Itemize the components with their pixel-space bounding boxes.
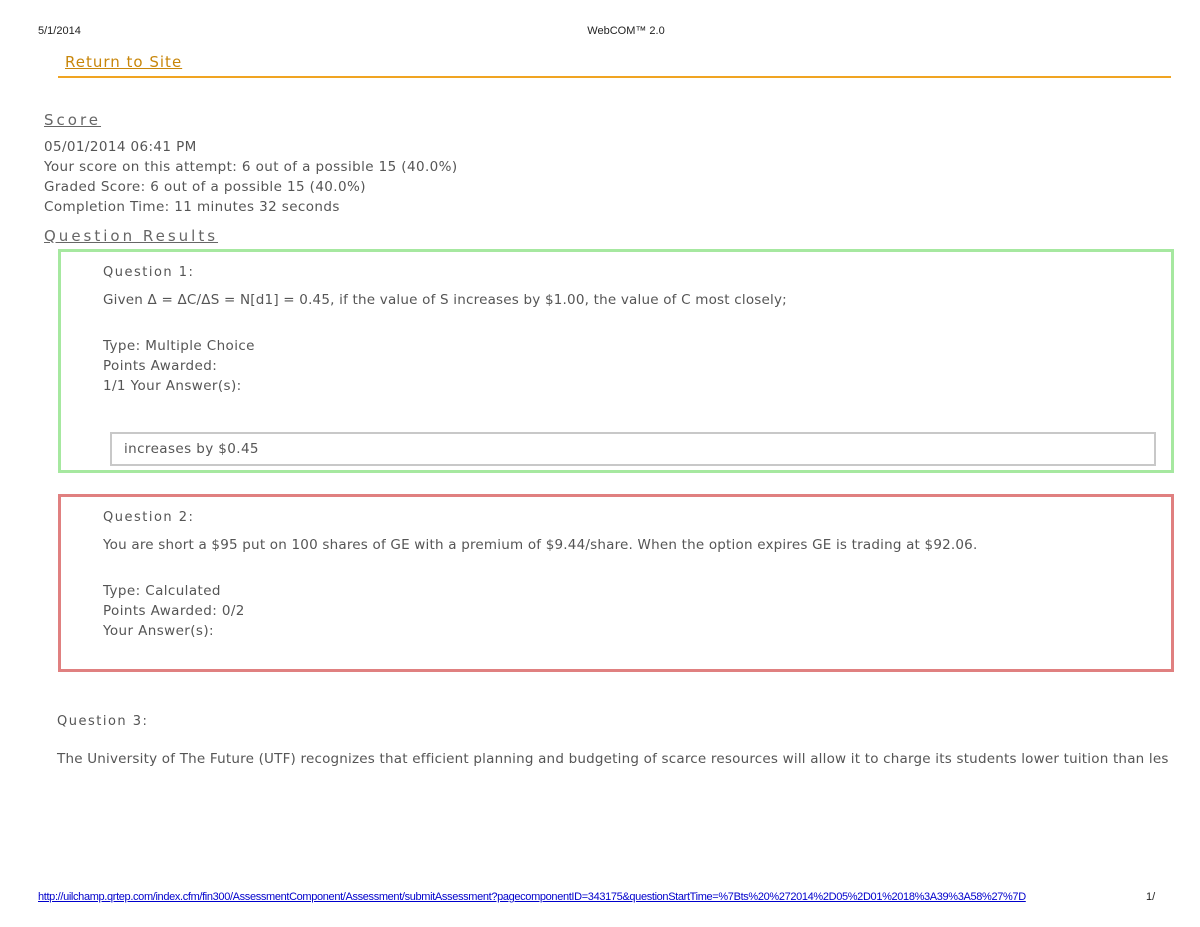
score-heading: Score bbox=[44, 111, 102, 129]
question-2-label: Question 2: bbox=[103, 510, 195, 525]
attempt-score: Your score on this attempt: 6 out of a possible 15 (40.0%) bbox=[44, 159, 458, 175]
question-1-card bbox=[58, 249, 1174, 473]
question-3-clip bbox=[0, 745, 1200, 775]
question-1-answer-label: 1/1 Your Answer(s): bbox=[103, 378, 242, 394]
print-header-date: 5/1/2014 bbox=[38, 25, 81, 37]
question-2-text: You are short a $95 put on 100 shares of GE with a premium of $9.44/share. When the option expires GE is trading at $92.06. bbox=[103, 537, 978, 553]
question-3-label: Question 3: bbox=[57, 714, 149, 729]
score-datetime: 05/01/2014 06:41 PM bbox=[44, 139, 197, 155]
print-header-title: WebCOM™ 2.0 bbox=[587, 25, 665, 37]
question-1-meta bbox=[103, 336, 255, 396]
return-to-site-link[interactable]: Return to Site bbox=[65, 53, 183, 71]
graded-score: Graded Score: 6 out of a possible 15 (40.0%) bbox=[44, 179, 366, 195]
score-summary bbox=[44, 137, 458, 217]
question-2-answer-label: Your Answer(s): bbox=[103, 623, 214, 639]
question-2-meta bbox=[103, 581, 245, 641]
question-2-card bbox=[58, 494, 1174, 672]
question-1-label: Question 1: bbox=[103, 265, 195, 280]
header-divider bbox=[58, 76, 1171, 78]
footer-page-number: 1/ bbox=[1146, 891, 1156, 903]
question-3-text: The University of The Future (UTF) recognizes that efficient planning and budgeting of scarce resources will allow it to charge its students lower tuition than les bbox=[57, 751, 1169, 767]
question-1-text: Given Δ = ΔC/ΔS = N[d1] = 0.45, if the value of S increases by $1.00, the value of C most closely; bbox=[103, 292, 787, 308]
question-2-points: Points Awarded: 0/2 bbox=[103, 603, 245, 619]
question-1-answer: increases by $0.45 bbox=[110, 432, 1156, 466]
footer-url-link[interactable]: http://uilchamp.qrtep.com/index.cfm/fin300/AssessmentComponent/Assessment/submitAssessment?pagecomponentID=343175&questionStartTime=%7Bts%20%272014%2D05%2D01%2018%3A39%3A58%27%7D bbox=[38, 891, 1026, 903]
question-1-points: Points Awarded: bbox=[103, 358, 218, 374]
question-2-type: Type: Calculated bbox=[103, 583, 221, 599]
question-results-heading: Question Results bbox=[44, 227, 219, 245]
question-1-type: Type: Multiple Choice bbox=[103, 338, 255, 354]
completion-time: Completion Time: 11 minutes 32 seconds bbox=[44, 199, 340, 215]
